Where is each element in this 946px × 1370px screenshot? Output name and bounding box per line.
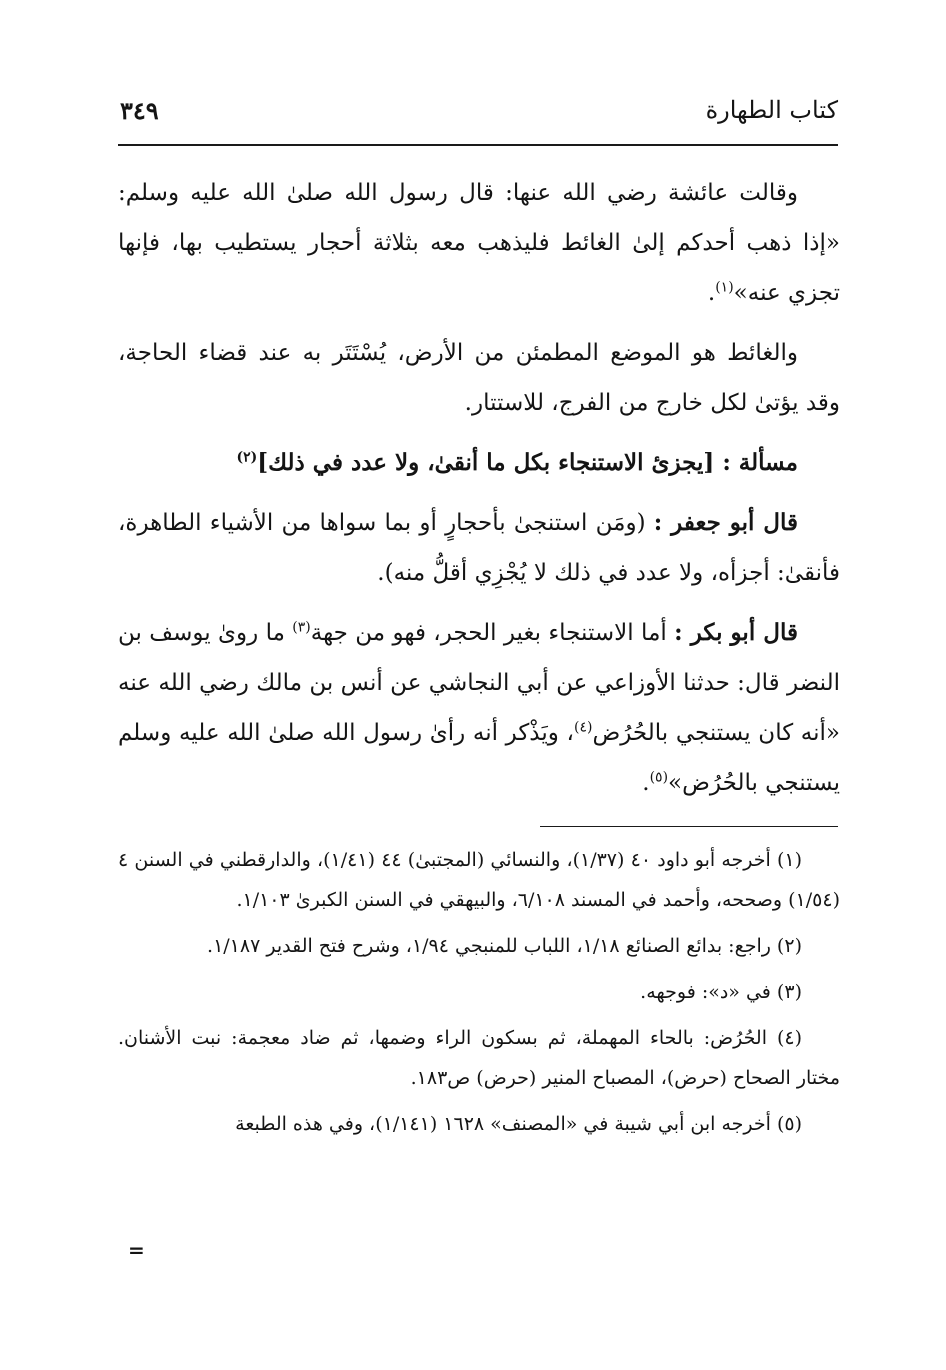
main-text	[118, 168, 840, 818]
issue-heading	[118, 438, 840, 488]
footnote-item: (٣) في «د»: فوجهه.	[640, 981, 802, 1003]
speaker-label: قال أبو جعفر :	[653, 509, 798, 536]
speaker-label: قال أبو بكر :	[674, 619, 798, 646]
footnote-item: (٢) راجع: بدائع الصنائع ١/١٨، اللباب للمنبجي ١/٩٤، وشرح فتح القدير ١/١٨٧.	[207, 935, 802, 957]
chapter-title: كتاب الطهارة	[705, 96, 838, 124]
footnote-ref: (٣)	[292, 619, 311, 636]
footnote-item: (٤) الحُرُض: بالحاء المهملة، ثم بسكون الراء وضمها، ثم ضاد معجمة: نبت الأشنان. مختار الصحاح (حرض)، المصباح المنير (حرض) ص١٨٣.	[118, 1027, 840, 1089]
footnotes	[118, 840, 840, 1150]
footnote-ref: (٢)	[236, 449, 258, 466]
body-paragraph	[118, 168, 840, 318]
footnote-ref: (٤)	[573, 719, 593, 736]
text-run: وقالت عائشة رضي الله عنها: قال رسول الله صلىٰ الله عليه وسلم: «إذا ذهب أحدكم إلىٰ الغائط فليذهب معه بثلاثة أحجار يستطيب بها، فإنها تجزي عنه»	[118, 180, 840, 306]
header-rule	[118, 144, 838, 146]
text-run: ، ويَذْكر أنه رأىٰ رسول الله صلىٰ الله عليه وسلم يستنجي بالحُرُض»	[118, 720, 840, 796]
text-run: .	[707, 280, 716, 306]
footnote-separator	[540, 826, 838, 827]
continuation-mark: =	[128, 1238, 145, 1262]
text-run: (ومَن استنجىٰ بأحجارٍ أو بما سواها من الأشياء الطاهرة، فأنقىٰ: أجزأه، ولا عدد في ذلك لا يُجْزِي أقلُّ منه).	[118, 510, 840, 586]
text-run: .	[642, 770, 650, 796]
text-run: أما الاستنجاء بغير الحجر، فهو من جهة	[310, 620, 675, 646]
footnote-ref: (٥)	[649, 769, 669, 786]
footnote-ref: (١)	[715, 279, 734, 296]
footnote-item: (٥) أخرجه ابن أبي شيبة في «المصنف» ١٦٢٨ (١/١٤١)، وفي هذه الطبعة	[235, 1113, 802, 1135]
text-run: والغائط هو الموضع المطمئن من الأرض، يُسْتَتَر به عند قضاء الحاجة، وقد يؤتىٰ لكل خارج من الفرج، للاستتار.	[118, 340, 840, 416]
text-run: ما روىٰ يوسف بن النضر قال: حدثنا الأوزاعي عن أبي النجاشي عن أنس بن مالك رضي الله عنه «أنه كان يستنجي بالحُرُض	[118, 620, 840, 746]
text-run: مسألة : [يجزئ الاستنجاء بكل ما أنقىٰ، ولا عدد في ذلك]	[257, 449, 798, 476]
page-number: ٣٤٩	[120, 96, 159, 125]
body-paragraph	[118, 608, 840, 808]
running-header	[118, 96, 838, 140]
body-paragraph	[118, 498, 840, 598]
body-paragraph	[118, 328, 840, 428]
footnote-item: (١) أخرجه أبو داود ٤٠ (١/٣٧)، والنسائي (المجتبىٰ) ٤٤ (١/٤١)، والدارقطني في السنن ٤ (١/٥٤) وصححه، وأحمد في المسند ٦/١٠٨، والبيهقي في السنن الكبرىٰ ١/١٠٣.	[118, 849, 840, 911]
